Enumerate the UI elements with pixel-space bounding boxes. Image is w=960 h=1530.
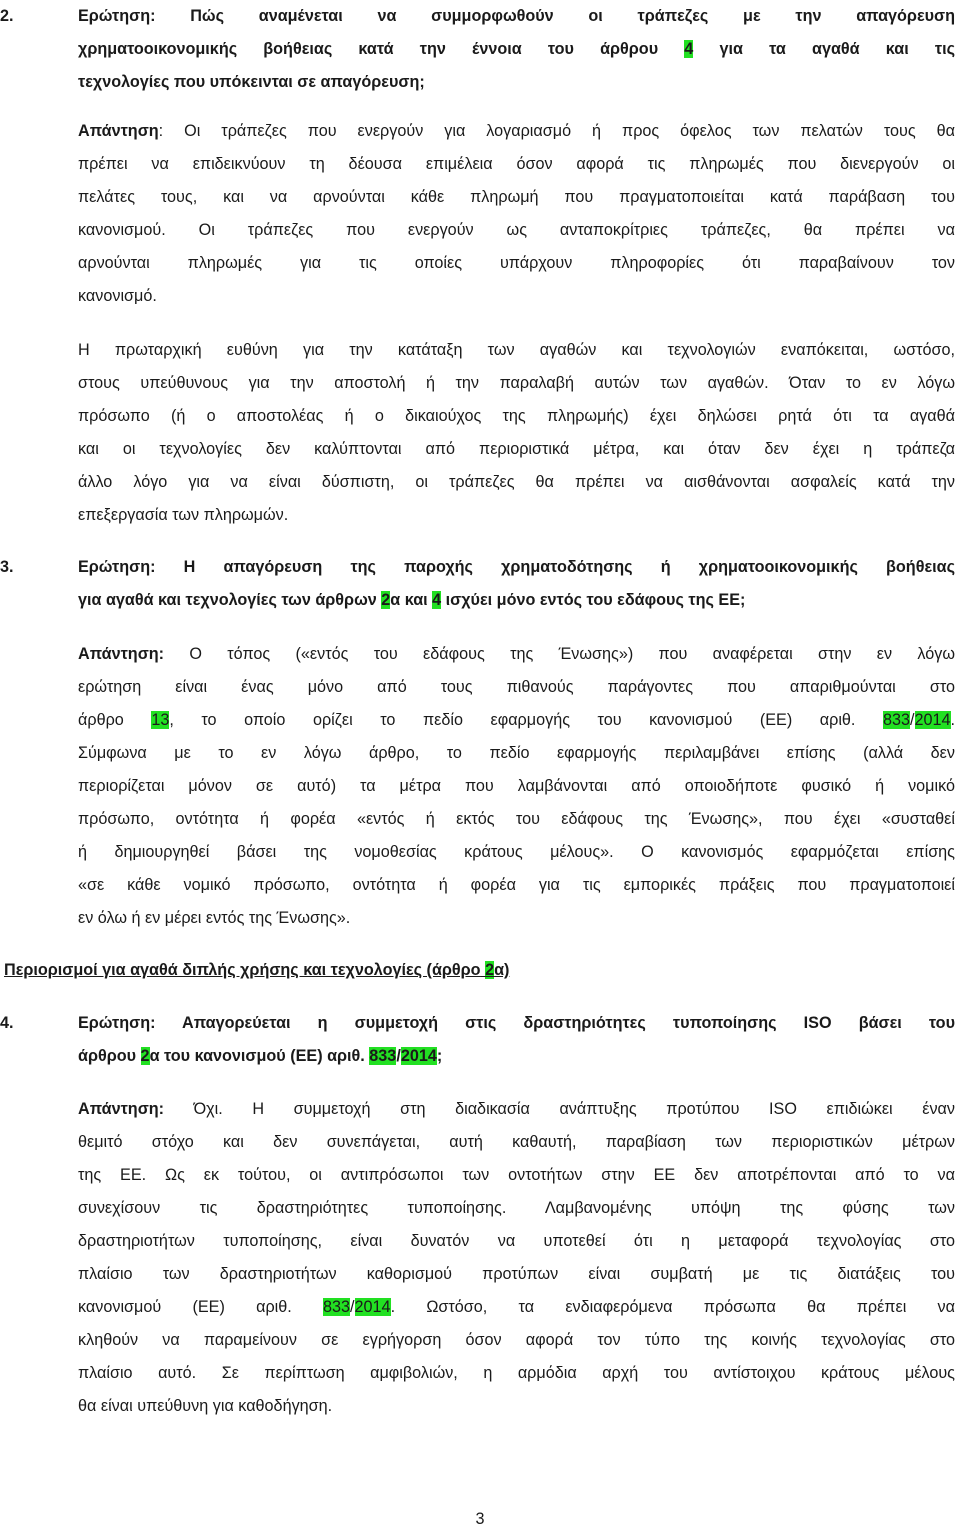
answer-line: κανονισμό. bbox=[78, 287, 157, 305]
page-number: 3 bbox=[475, 1510, 485, 1528]
item-number: 3. bbox=[0, 558, 14, 576]
answer-line: κληθούν να παραμείνουν σε εγρήγορση όσον αφορά τον τύπο της κοινής τεχνολογίας στο bbox=[78, 1331, 955, 1349]
answer-line: κανονισμού (ΕΕ) αριθ. 833/2014. Ωστόσο, τα ενδιαφερόμενα πρόσωπα θα πρέπει να bbox=[78, 1298, 955, 1316]
answer-line: αρνούνται πληρωμές για τις οποίες υπάρχουν πληροφορίες ότι παραβαίνουν τον bbox=[78, 254, 955, 272]
answer-line: ή δημιουργηθεί βάσει της νομοθεσίας κράτους μέλους». Ο κανονισμός εφαρμόζεται επίσης bbox=[78, 843, 955, 861]
answer-line: κανονισμού. Οι τράπεζες που ενεργούν ως ανταποκρίτριες τράπεζες, θα πρέπει να bbox=[78, 221, 955, 239]
item-number: 4. bbox=[0, 1014, 14, 1032]
answer-line: περιορίζεται μόνον σε αυτό) τα μέτρα που λαμβάνονται από οποιοδήποτε φυσικό ή νομικό bbox=[78, 777, 955, 795]
highlight: 2014 bbox=[354, 1298, 391, 1316]
answer-line: πρόσωπο, οντότητα ή φορέα «εντός ή εκτός του εδάφους της Ένωσης», που έχει «συσταθεί bbox=[78, 810, 955, 828]
answer-line: πρέπει να επιδεικνύουν τη δέουσα επιμέλεια όσον αφορά τις πληρωμές που διενεργούν οι bbox=[78, 155, 955, 173]
highlight: 13 bbox=[151, 711, 170, 729]
answer-line: Απάντηση: Ο τόπος («εντός του εδάφους της Ένωσης») που αναφέρεται στην εν λόγω bbox=[78, 645, 955, 663]
highlight: 2014 bbox=[400, 1047, 437, 1065]
answer-line: συνεχίσουν τις δραστηριότητες τυποποίησης. Λαμβανομένης υπόψη της φύσης των bbox=[78, 1199, 955, 1217]
answer-line: της ΕΕ. Ως εκ τούτου, οι αντιπρόσωποι των οντοτήτων στην ΕΕ δεν αποτρέπονται από το να bbox=[78, 1166, 955, 1184]
answer-label: Απάντηση: bbox=[78, 1100, 165, 1118]
highlight: 4 bbox=[432, 591, 442, 609]
question-line: Ερώτηση: Η απαγόρευση της παροχής χρηματοδότησης ή χρηματοοικονομικής βοήθειας bbox=[78, 558, 955, 576]
item-number: 2. bbox=[0, 7, 14, 25]
highlight: 2014 bbox=[914, 711, 951, 729]
answer-line: Η πρωταρχική ευθύνη για την κατάταξη των αγαθών και τεχνολογιών εναπόκειται, ωστόσο, bbox=[78, 341, 955, 359]
answer-line: Απάντηση: Όχι. Η συμμετοχή στη διαδικασία ανάπτυξης προτύπου ISO επιδιώκει έναν bbox=[78, 1100, 955, 1118]
highlight: 2 bbox=[485, 961, 495, 979]
question-line: χρηματοοικονομικής βοήθειας κατά την έννοια του άρθρου 4 για τα αγαθά και τις bbox=[78, 40, 955, 58]
question-line: Ερώτηση: Πώς αναμένεται να συμμορφωθούν οι τράπεζες με την απαγόρευση bbox=[78, 7, 956, 25]
question-line: για αγαθά και τεχνολογίες των άρθρων 2α και 4 ισχύει μόνο εντός του εδάφους της ΕΕ; bbox=[78, 591, 746, 609]
highlight: 833 bbox=[369, 1047, 397, 1065]
highlight: 2 bbox=[140, 1047, 150, 1065]
highlight: 833 bbox=[323, 1298, 351, 1316]
answer-line: Σύμφωνα με το εν λόγω άρθρο, το πεδίο εφαρμογής περιλαμβάνει επίσης (αλλά δεν bbox=[78, 744, 955, 762]
answer-line: εν όλω ή εν μέρει εντός της Ένωσης». bbox=[78, 909, 351, 927]
answer-label: Απάντηση bbox=[78, 122, 159, 140]
answer-line: θεμιτό στόχο και δεν συνεπάγεται, αυτή καθαυτή, παραβίαση των περιοριστικών μέτρων bbox=[78, 1133, 955, 1151]
question-line: τεχνολογίες που υπόκεινται σε απαγόρευση; bbox=[78, 73, 425, 91]
answer-line: θα είναι υπεύθυνη για καθοδήγηση. bbox=[78, 1397, 333, 1415]
answer-line: άρθρο 13, το οποίο ορίζει το πεδίο εφαρμογής του κανονισμού (ΕΕ) αριθ. 833/2014. bbox=[78, 711, 956, 729]
section-heading: Περιορισμοί για αγαθά διπλής χρήσης και τεχνολογίες (άρθρο 2α) bbox=[4, 961, 510, 979]
highlight: 2 bbox=[381, 591, 391, 609]
answer-line: πλαίσιο των δραστηριοτήτων καθορισμού προτύπων είναι συμβατή με τις διατάξεις του bbox=[78, 1265, 955, 1283]
highlight: 4 bbox=[684, 40, 694, 58]
question-line: Ερώτηση: Απαγορεύεται η συμμετοχή στις δραστηριότητες τυποποίησης ISO βάσει του bbox=[78, 1014, 955, 1032]
answer-line: Απάντηση: Οι τράπεζες που ενεργούν για λογαριασμό ή προς όφελος των πελατών τους θα bbox=[78, 122, 955, 140]
answer-line: άλλο λόγο για να είναι δύσπιστη, οι τράπεζες θα πρέπει να αισθάνονται ασφαλείς κατά την bbox=[78, 473, 955, 491]
answer-line: πελάτες τους, και να αρνούνται κάθε πληρωμή που πραγματοποιείται κατά παράβαση του bbox=[78, 188, 955, 206]
answer-line: ερώτηση είναι ένας μόνο από τους πιθανούς παράγοντες που απαριθμούνται στο bbox=[78, 678, 955, 696]
highlight: 833 bbox=[882, 711, 910, 729]
answer-line: «σε κάθε νομικό πρόσωπο, οντότητα ή φορέα για τις εμπορικές πράξεις που πραγματοποιεί bbox=[78, 876, 955, 894]
answer-label: Απάντηση: bbox=[78, 645, 165, 663]
answer-line: και οι τεχνολογίες δεν καλύπτονται από περιοριστικά μέτρα, και όταν δεν έχει η τράπεζα bbox=[78, 440, 955, 458]
answer-line: πρόσωπο (ή ο αποστολέας ή ο δικαιούχος της πληρωμής) έχει δηλώσει ρητά ότι τα αγαθά bbox=[78, 407, 955, 425]
question-line: άρθρου 2α του κανονισμού (ΕΕ) αριθ. 833/2014; bbox=[78, 1047, 443, 1065]
answer-line: στους υπεύθυνους για την αποστολή ή την παραλαβή αυτών των αγαθών. Όταν το εν λόγω bbox=[78, 374, 955, 392]
answer-line: πλαίσιο αυτό. Σε περίπτωση αμφιβολιών, η αρμόδια αρχή του αντίστοιχου κράτους μέλους bbox=[78, 1364, 955, 1382]
answer-line: επεξεργασία των πληρωμών. bbox=[78, 506, 289, 524]
answer-line: δραστηριοτήτων τυποποίησης, είναι δυνατόν να υποτεθεί ότι η μεταφορά τεχνολογίας στο bbox=[78, 1232, 955, 1250]
